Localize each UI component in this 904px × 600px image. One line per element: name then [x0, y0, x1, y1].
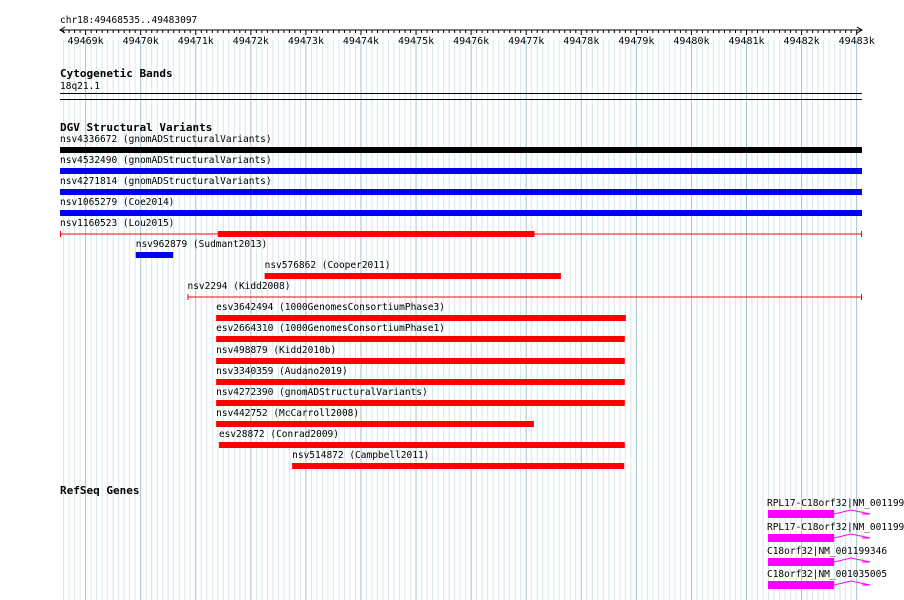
variant-bar[interactable]	[216, 358, 625, 364]
ruler-tick-label: 49481k	[728, 36, 765, 47]
variant-label[interactable]: nsv1065279 (Coe2014)	[60, 197, 175, 209]
gene-intron	[834, 510, 870, 514]
variant-label[interactable]: esv28872 (Conrad2009)	[218, 428, 339, 440]
variant-feature[interactable]	[0, 229, 890, 239]
ruler-tick-label: 49477k	[508, 36, 545, 47]
variant-label[interactable]: nsv962879 (Sudmant2013)	[135, 239, 268, 251]
position-label: chr18:49468535..49483097	[60, 15, 198, 26]
variant-label[interactable]: nsv4336672 (gnomADStructuralVariants)	[60, 134, 272, 145]
track-separator	[60, 99, 862, 100]
ruler-tick-label: 49479k	[618, 36, 655, 47]
variant-label[interactable]: nsv2294 (Kidd2008)	[187, 281, 291, 293]
variant-feature[interactable]	[0, 313, 890, 323]
variant-thick-part[interactable]	[218, 231, 535, 237]
gene-label[interactable]: C18orf32|NM_001199346	[766, 545, 888, 557]
ruler-tick-label: 49474k	[342, 36, 380, 47]
gene-feature[interactable]	[0, 509, 890, 521]
variant-feature[interactable]	[0, 250, 890, 260]
variant-bar[interactable]	[219, 442, 625, 448]
variant-label[interactable]: nsv4272390 (gnomADStructuralVariants)	[216, 386, 428, 398]
ruler-tick-label: 49476k	[453, 36, 490, 47]
variant-label[interactable]: nsv442752 (McCarroll2008)	[216, 407, 360, 419]
gene-intron	[834, 581, 870, 585]
gene-exon[interactable]	[768, 558, 834, 566]
variant-bar[interactable]	[292, 463, 624, 469]
variant-label[interactable]: nsv498879 (Kidd2010b)	[216, 344, 337, 356]
gene-feature[interactable]	[0, 533, 890, 545]
variant-bar[interactable]	[60, 168, 862, 174]
variant-bar[interactable]	[216, 315, 626, 321]
gene-exon[interactable]	[768, 510, 834, 518]
gene-label[interactable]: RPL17-C18orf32|NM_001199	[766, 521, 904, 533]
variant-bar[interactable]	[60, 147, 862, 153]
gene-intron	[834, 534, 870, 538]
variant-feature[interactable]	[0, 187, 890, 197]
variant-feature[interactable]	[0, 419, 890, 429]
ruler-tick-label: 49483k	[838, 36, 875, 47]
ruler-tick-label: 49482k	[783, 36, 820, 47]
variant-label[interactable]: nsv4271814 (gnomADStructuralVariants)	[60, 176, 272, 188]
variant-feature[interactable]	[0, 440, 890, 450]
ruler[interactable]	[0, 22, 890, 72]
track-title-cytobands[interactable]: Cytogenetic Bands	[60, 67, 173, 80]
ruler-tick-label: 49471k	[177, 36, 214, 47]
gene-label[interactable]: C18orf32|NM_001035005	[766, 569, 888, 581]
variant-bar[interactable]	[60, 189, 862, 195]
variant-feature[interactable]	[0, 461, 890, 471]
cytoband-label: 18q21.1	[60, 81, 101, 92]
variant-label[interactable]: nsv4532490 (gnomADStructuralVariants)	[60, 155, 272, 167]
variant-label[interactable]: nsv3340359 (Audano2019)	[216, 365, 348, 377]
variant-feature[interactable]	[0, 334, 890, 344]
variant-bar[interactable]	[216, 379, 625, 385]
variant-label[interactable]: esv2664310 (1000GenomesConsortiumPhase1)	[216, 323, 445, 335]
ruler-tick-label: 49472k	[232, 36, 269, 47]
gene-exon[interactable]	[768, 581, 834, 589]
variant-label[interactable]: nsv576862 (Cooper2011)	[264, 260, 391, 272]
gene-feature[interactable]	[0, 580, 890, 592]
variant-feature[interactable]	[0, 271, 890, 281]
variant-feature[interactable]	[0, 377, 890, 387]
gene-exon[interactable]	[768, 534, 834, 542]
gene-label[interactable]: RPL17-C18orf32|NM_001199	[766, 498, 904, 509]
ruler-tick-label: 49475k	[397, 36, 435, 47]
variant-feature[interactable]	[0, 166, 890, 176]
ruler-tick-label: 49473k	[287, 36, 324, 47]
variant-bar[interactable]	[216, 336, 625, 342]
variant-bar[interactable]	[136, 252, 173, 258]
variant-bar[interactable]	[60, 210, 862, 216]
ruler-tick-label: 49469k	[67, 36, 104, 47]
variant-feature[interactable]	[0, 398, 890, 408]
cytoband-line	[60, 93, 862, 94]
variant-feature[interactable]	[0, 292, 890, 302]
variant-feature[interactable]	[0, 145, 890, 155]
variant-bar[interactable]	[216, 400, 625, 406]
gene-intron	[834, 558, 870, 562]
ruler-tick-label: 49478k	[563, 36, 600, 47]
variant-label[interactable]: nsv1160523 (Lou2015)	[60, 218, 175, 230]
variant-bar[interactable]	[265, 273, 561, 279]
variant-label[interactable]: esv3642494 (1000GenomesConsortiumPhase3)	[216, 302, 445, 314]
ruler-tick-label: 49470k	[122, 36, 159, 47]
variant-feature[interactable]	[0, 208, 890, 218]
gene-feature[interactable]	[0, 557, 890, 569]
track-title-dgv[interactable]: DGV Structural Variants	[60, 121, 213, 134]
track-title-refseq[interactable]: RefSeq Genes	[60, 484, 140, 497]
ruler-tick-label: 49480k	[673, 36, 710, 47]
variant-feature[interactable]	[0, 356, 890, 366]
variant-label[interactable]: nsv514872 (Campbell2011)	[292, 449, 430, 461]
variant-bar[interactable]	[216, 421, 534, 427]
